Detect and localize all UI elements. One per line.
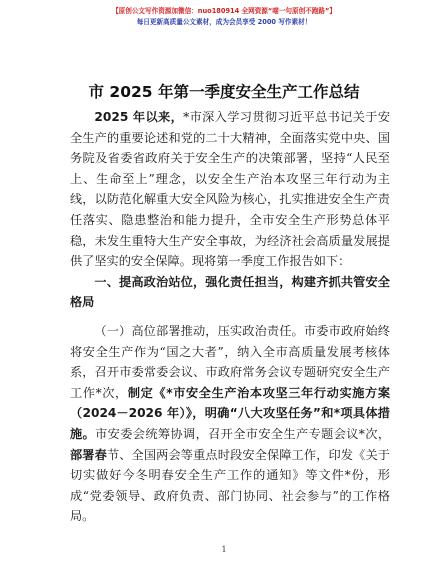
section-heading-1: 一、提高政治站位，强化责任担当，构建齐抓共管安全格局 [70,274,390,310]
para-text-a: （一）高位部署推动，压实政治责任。市委市政府始终将安全生产作为“国之大者”，纳入全市高质量发展考核体系，召开市委常委会议、市政府常务会议专题研究安全生产工作*次， [70,323,390,400]
paragraph-section-1-1 [70,321,390,527]
document-body [70,107,390,527]
intro-lead: 2025 年以来， [94,110,184,124]
para-text-d: 部署春 [70,447,107,462]
banner-line-membership: 每日更新高质量公文素材，成为会员享受 2000 写作素材！ [136,18,312,26]
document-title: 市 2025 年第一季度安全生产工作总结 [88,83,360,101]
header-banner [0,6,448,28]
page-number: 1 [221,545,227,554]
para-text-e: 节、全国两会等重点时段安全保障工作，印发《关于切实做好今冬明春安全生产工作的通知》等文件*份，形成“党委领导、政府负责、部门协同、社会参与”的工作格局。 [70,447,390,524]
paragraph-intro [70,107,390,272]
intro-text: *市深入学习贯彻习近平总书记关于安全生产的重要论述和党的二十大精神，全面落实党中央、国务院及省委省政府关于安全生产的决策部署，坚持“人民至上、生命至上”理念，以安全生产治本攻坚三年行动为主线，以防范化解重大安全风险为核心，扎实推进安全生产责任落实、隐患整治和能力提升，全市安全生产形势总体平稳，未发生重特大生产安全事故，为经济社会高质量发展提供了坚实的安全保障。现将第一季度工作报告如下： [70,110,391,269]
para-text-b: 制定《*市安全生产治本攻坚三年行动实施方案（2024－2026 年）》，明确“八大攻坚任务”和*项具体措施。 [70,385,391,441]
banner-line-promo: 【原创公文写作资源加微信：nuo180914 全网资源“喵一句原创不跑路”】 [112,7,336,15]
para-text-c: 市安委会统筹协调，召开全市安全生产专题会议*次， [95,426,391,441]
